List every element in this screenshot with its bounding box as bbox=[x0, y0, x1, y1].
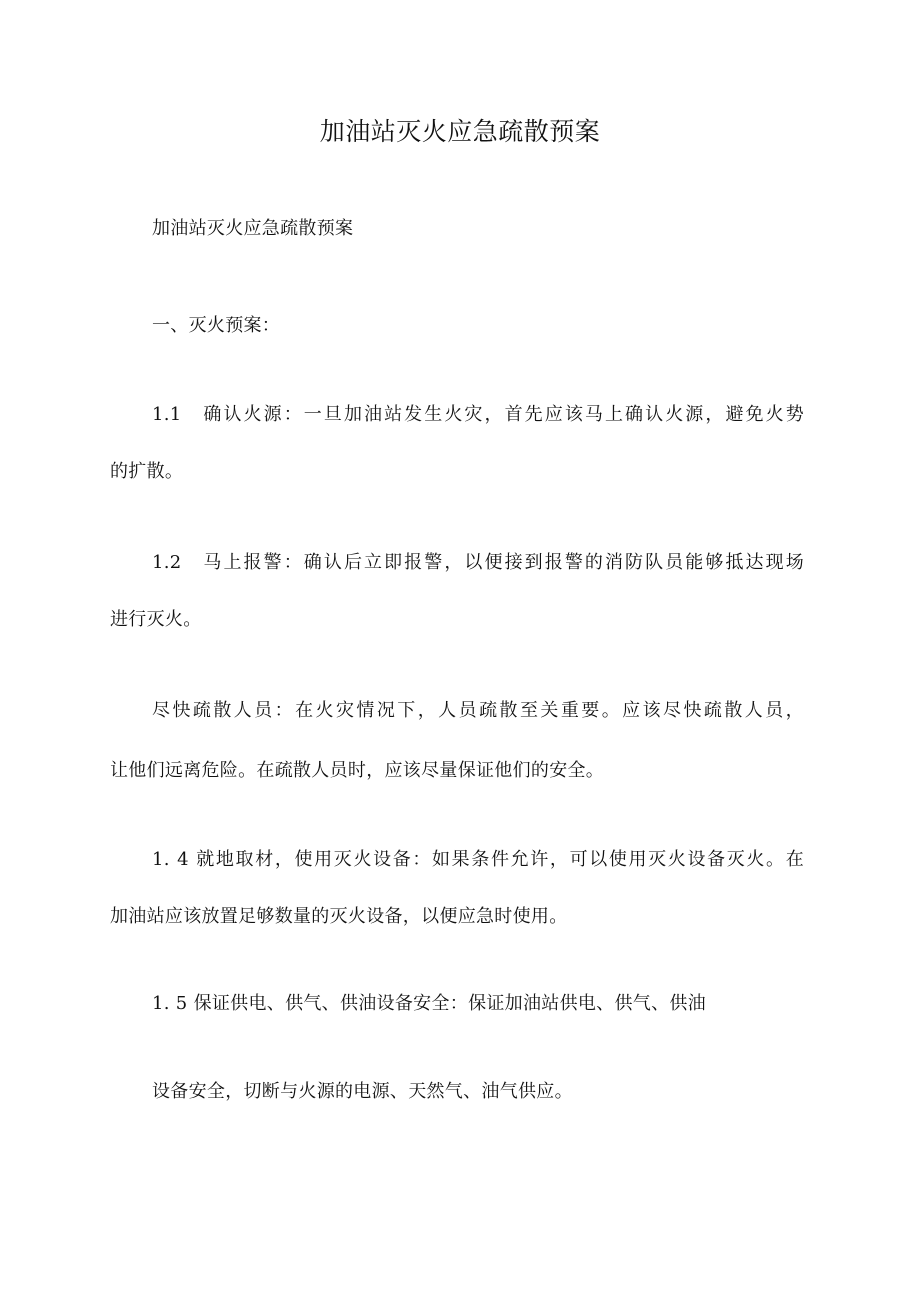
paragraph-5-line-1: 1. 5 保证供电、供气、供油设备安全：保证加油站供电、供气、供油 bbox=[152, 993, 706, 1014]
paragraph-3-line-1: 尽快疏散人员：在火灾情况下，人员疏散至关重要。应该尽快疏散人员， bbox=[152, 700, 804, 721]
paragraph-4-line-1: 1. 4 就地取材，使用灭火设备：如果条件允许，可以使用灭火设备灭火。在 bbox=[152, 849, 804, 870]
paragraph-3-line-2: 让他们远离危险。在疏散人员时，应该尽量保证他们的安全。 bbox=[110, 760, 605, 781]
document-subtitle: 加油站灭火应急疏散预案 bbox=[152, 218, 354, 239]
document-title: 加油站灭火应急疏散预案 bbox=[319, 117, 601, 146]
paragraph-5-line-2: 设备安全，切断与火源的电源、天然气、油气供应。 bbox=[152, 1081, 573, 1102]
paragraph-2-line-1: 1.2 马上报警：确认后立即报警，以便接到报警的消防队员能够抵达现场 bbox=[152, 552, 804, 573]
paragraph-1-line-1: 1.1 确认火源：一旦加油站发生火灾，首先应该马上确认火源，避免火势 bbox=[152, 404, 804, 425]
paragraph-4-line-2: 加油站应该放置足够数量的灭火设备，以便应急时使用。 bbox=[110, 906, 568, 927]
paragraph-2-line-2: 进行灭火。 bbox=[110, 609, 202, 630]
paragraph-1-line-2: 的扩散。 bbox=[110, 461, 184, 482]
section-heading: 一、灭火预案： bbox=[152, 315, 281, 336]
